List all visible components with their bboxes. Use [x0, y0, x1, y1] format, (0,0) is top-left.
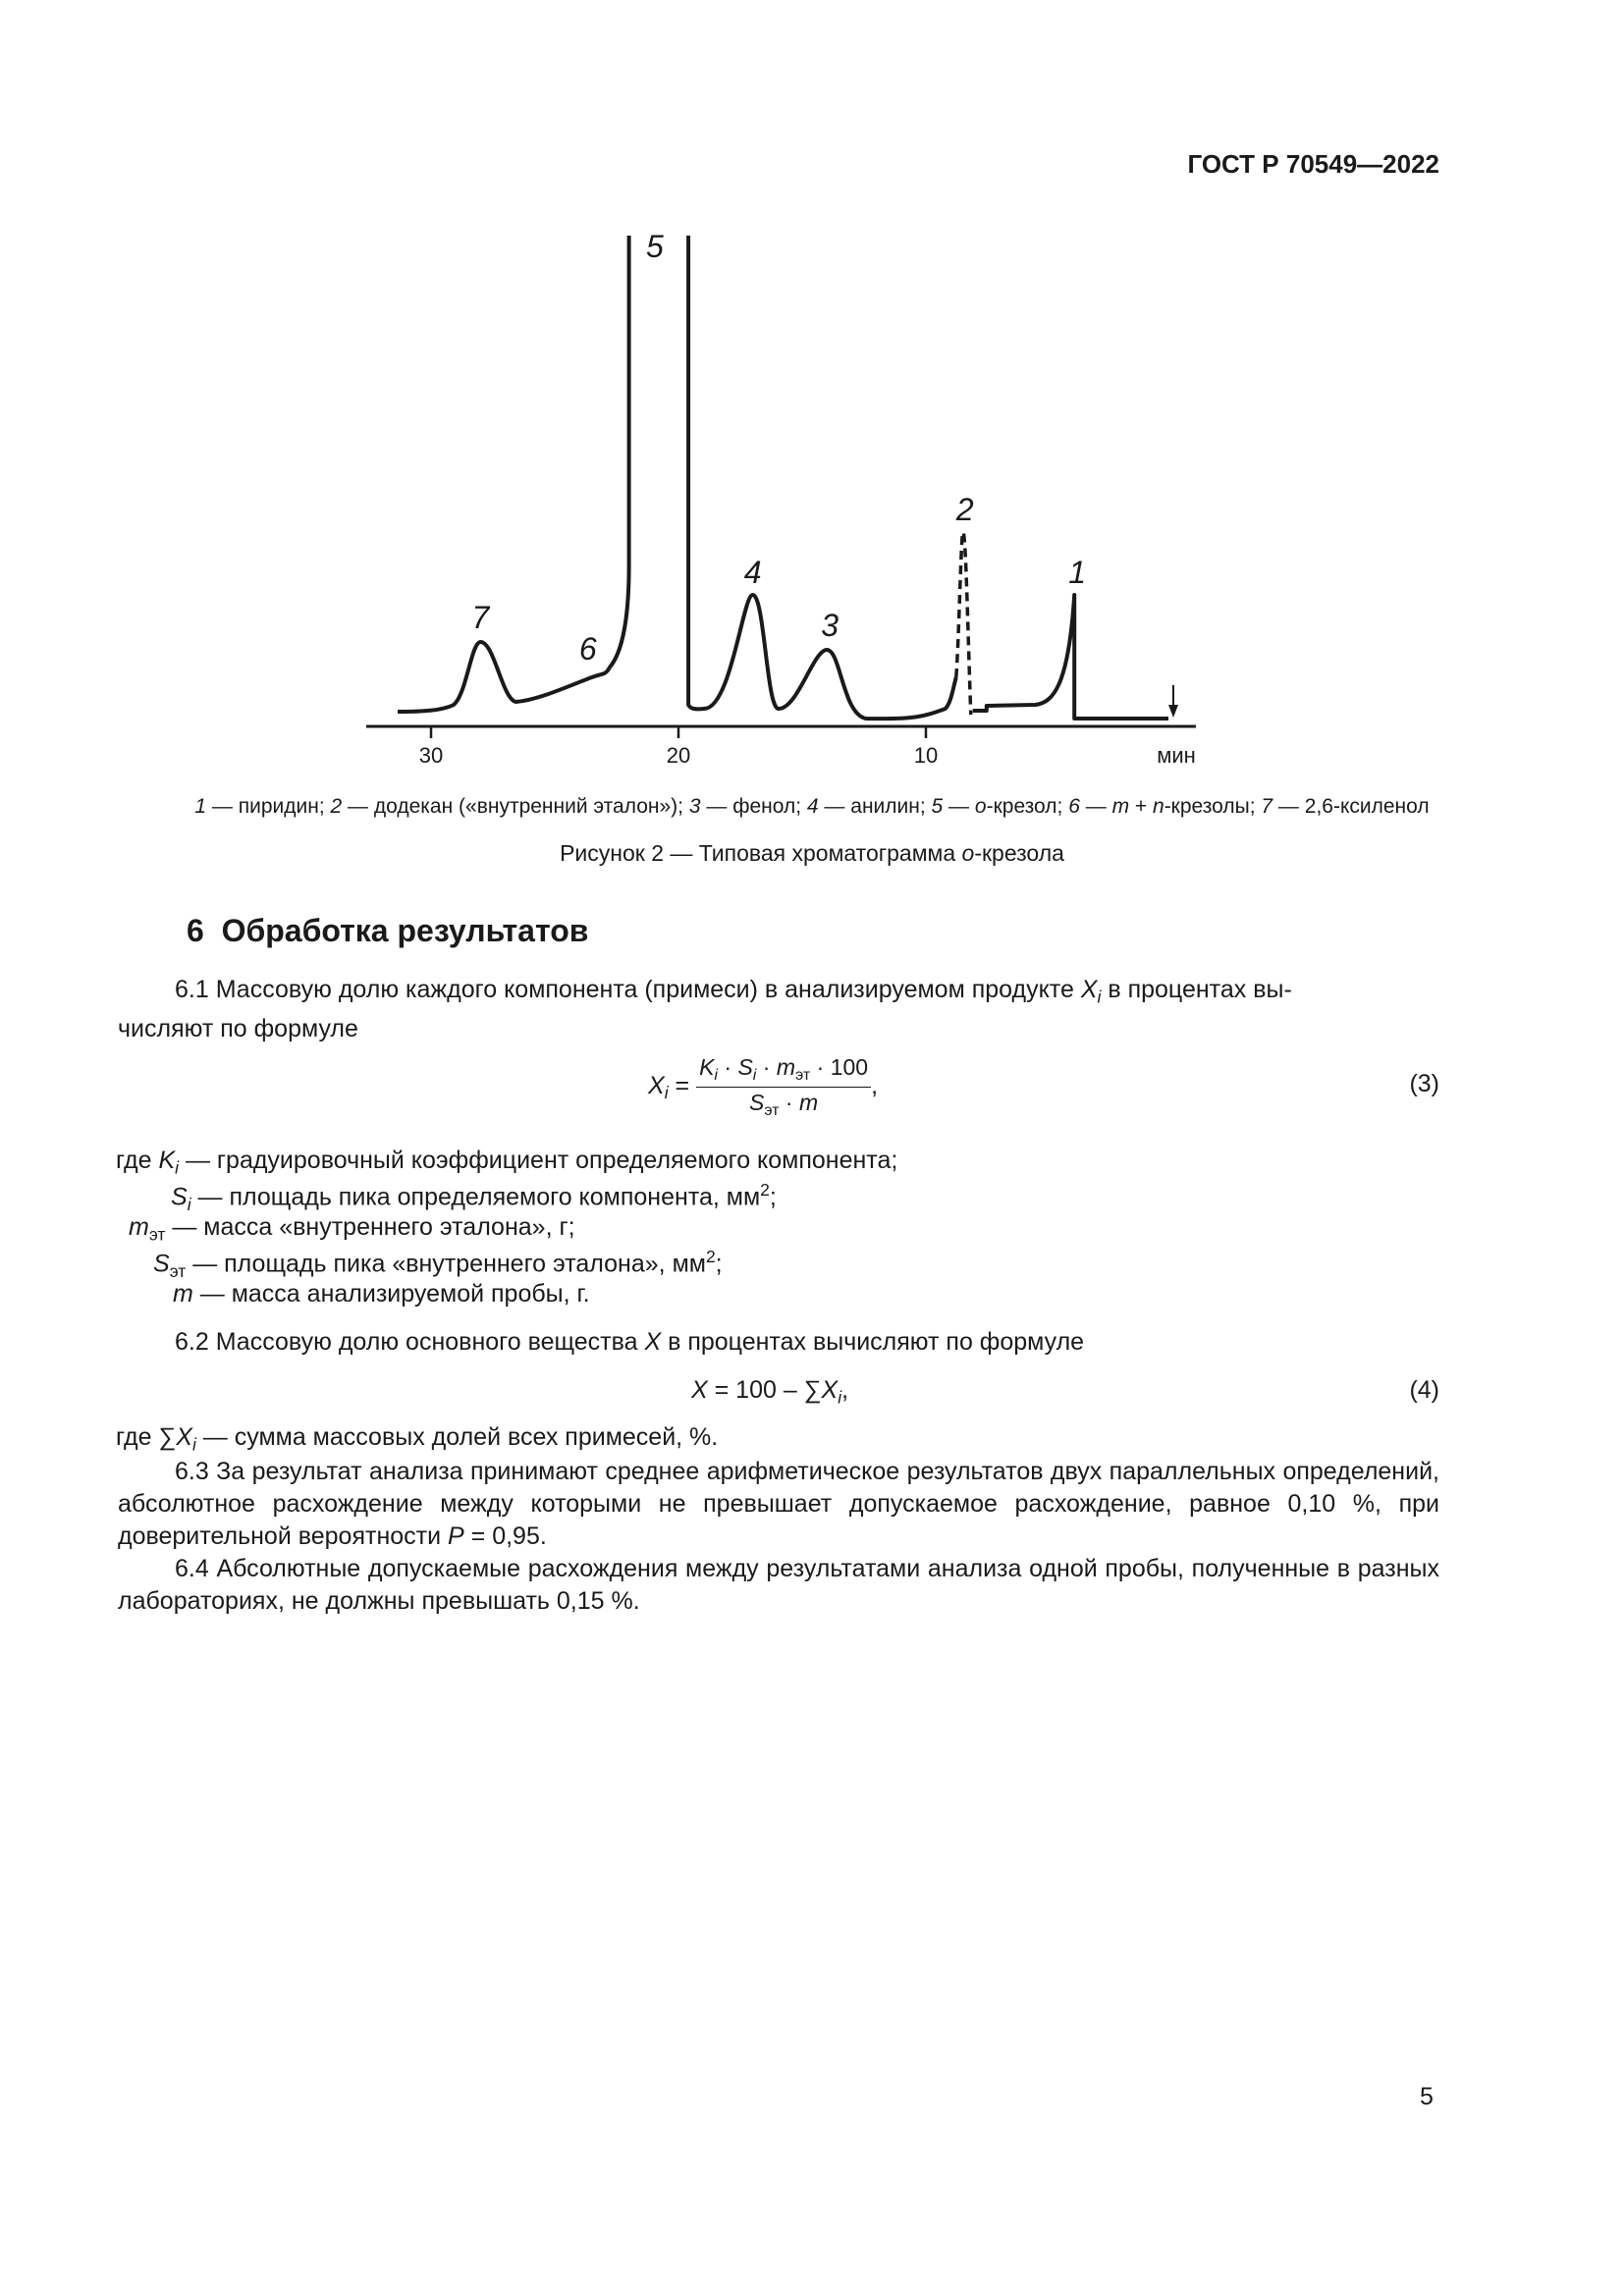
- where-row: [173, 1280, 1547, 1314]
- eq4-sub: i: [838, 1387, 842, 1408]
- peak-label: 4: [743, 555, 762, 590]
- where-sym: K: [158, 1147, 176, 1174]
- caption-text: Рисунок 2 — Типовая хроматограмма: [560, 840, 962, 866]
- eq3-den-S-sub: эт: [764, 1100, 780, 1119]
- eq3-m: m: [776, 1054, 795, 1080]
- standard-id: ГОСТ Р 70549—2022: [1187, 149, 1439, 179]
- where-desc: — градуировочный коэффициент определяемого компонента;: [179, 1147, 898, 1174]
- eq3-fraction: $\frac{K_i \cdot S_i \cdot m_{эт} \cdot 100}{S_{эт} \cdot m}$: [696, 1054, 871, 1120]
- p62-text: 6.2 Массовую долю основного вещества: [175, 1328, 645, 1356]
- p61-text: 6.1 Массовую долю каждого компонента (примеси) в анализируемом продукте: [175, 976, 1081, 1003]
- eq4-end: ,: [841, 1376, 849, 1404]
- where-sum: [116, 1423, 718, 1455]
- where-desc: — площадь пика определяемого компонента, мм: [190, 1183, 761, 1211]
- figure-legend: [98, 795, 1526, 819]
- caption-italic: о: [961, 840, 975, 866]
- legend-item: 3 — фенол;: [688, 795, 807, 818]
- page-number: 5: [1420, 2083, 1434, 2110]
- legend-item: 5 — о-крезол;: [931, 795, 1069, 818]
- legend-number: 1: [194, 795, 207, 818]
- eq4-var: X: [821, 1376, 839, 1404]
- eq3-den-m: m: [799, 1089, 819, 1115]
- p62-var: X: [644, 1328, 662, 1356]
- p61-text-b: в процентах вы-: [1101, 976, 1292, 1003]
- where-desc: — масса анализируемой пробы, г.: [192, 1280, 590, 1308]
- paragraph-6-1: [118, 974, 1439, 1045]
- peak-label: 2: [955, 492, 974, 527]
- p63-var: P: [448, 1522, 464, 1550]
- legend-item: 7 — 2,6-ксиленол: [1261, 795, 1430, 818]
- p61-sub: i: [1097, 987, 1102, 1007]
- paragraph-6-2: [175, 1326, 1439, 1359]
- where-sym: S: [171, 1183, 188, 1211]
- x-tick-label: 10: [913, 743, 939, 768]
- paragraph-6-4: 6.4 Абсолютные допускаемые расхождения между результатами анализа одной пробы, полученные в разных лабораториях, не должны превышать 0,15 %.: [118, 1555, 1439, 1615]
- paragraph-6-3: [118, 1456, 1439, 1553]
- trace-segment-end: [973, 595, 1168, 719]
- eq3-lhs-sub: i: [664, 1083, 669, 1103]
- eq3-den-S: S: [748, 1089, 765, 1115]
- equation-4-number: (4): [1409, 1376, 1439, 1404]
- peak-label: 3: [821, 608, 839, 643]
- legend-item: 6 — m + n-крезолы;: [1068, 795, 1262, 818]
- where-sup: 2: [760, 1180, 770, 1200]
- where-end: ;: [769, 1183, 777, 1211]
- peak-label: 5: [645, 229, 664, 264]
- peak-label: 7: [471, 600, 490, 635]
- legend-item: 1 — пиридин;: [194, 795, 331, 818]
- where-row: [153, 1247, 1528, 1281]
- where-word: где: [116, 1147, 152, 1174]
- caption-text-end: -крезола: [974, 840, 1064, 866]
- where-desc: — площадь пика «внутреннего эталона», мм: [186, 1250, 706, 1278]
- peak-label: 6: [578, 631, 597, 667]
- where-desc: — масса «внутреннего эталона», г;: [165, 1213, 575, 1241]
- where-row: [129, 1213, 1503, 1248]
- legend-item: 4 — анилин;: [806, 795, 932, 818]
- equation-3: $X_i$ = $\frac{K_i \cdot S_i \cdot m_{эт} \cdot 100}{S_{эт} \cdot m}$ ,: [648, 1054, 879, 1119]
- chromatogram-trace: [398, 236, 1168, 719]
- legend-number: 6: [1068, 795, 1080, 818]
- legend-number: 4: [806, 795, 819, 818]
- eq3-lhs: X: [648, 1071, 665, 1099]
- where-sub: i: [175, 1157, 180, 1178]
- x-tick-label: 20: [666, 743, 691, 768]
- where-sum-lead: где ∑: [116, 1423, 177, 1451]
- where-sym: m: [173, 1280, 193, 1308]
- legend-item: 2 — додекан («внутренний эталон»);: [330, 795, 689, 818]
- peak-label: 1: [1068, 555, 1087, 590]
- section-title: Обработка результатов: [221, 913, 589, 948]
- where-block: [0, 1147, 1624, 1343]
- x-tick-label: 30: [418, 743, 444, 768]
- p63-text: 6.3 За результат анализа принимают среднее арифметическое результатов двух параллельных определений, абсолютное расхождение между которыми не превышает допускаемое расхождение, равное 0,10 %, при доверительной вероятности: [118, 1458, 1439, 1550]
- peak-labels: [472, 229, 1087, 667]
- legend-number: 5: [931, 795, 944, 818]
- eq3-S-sub: i: [752, 1065, 757, 1084]
- where-sub: эт: [169, 1260, 187, 1281]
- where-sym: m: [129, 1213, 149, 1241]
- eq4-lhs: X: [691, 1376, 708, 1404]
- eq3-100: 100: [830, 1054, 869, 1080]
- figure-caption: [0, 840, 1624, 867]
- eq3-K-sub: i: [714, 1065, 718, 1084]
- equation-4: [691, 1376, 848, 1408]
- where-sum-var: X: [176, 1423, 192, 1451]
- p61-var: X: [1080, 976, 1098, 1003]
- where-sup: 2: [705, 1247, 716, 1266]
- eq4-rhs: = 100 – ∑: [707, 1376, 822, 1404]
- where-sym: S: [153, 1250, 170, 1278]
- where-row: [171, 1180, 1545, 1214]
- p63-text-b: = 0,95.: [463, 1522, 547, 1550]
- peak-2-dashed: [956, 532, 971, 715]
- legend-number: 7: [1261, 795, 1273, 818]
- injection-arrow-head: [1168, 705, 1178, 718]
- where-sum-desc: — сумма массовых долей всех примесей, %.: [195, 1423, 719, 1451]
- where-sum-sub: i: [191, 1434, 196, 1455]
- x-axis: [366, 685, 1196, 768]
- eq3-m-sub: эт: [795, 1065, 811, 1084]
- eq3-K: K: [699, 1054, 715, 1080]
- chromatogram: [0, 0, 1624, 785]
- x-axis-label: мин: [1157, 743, 1196, 768]
- p62-text-b: в процентах вычисляют по формуле: [661, 1328, 1085, 1356]
- legend-number: 2: [330, 795, 343, 818]
- section-heading: [187, 913, 588, 949]
- section-number: 6: [187, 913, 204, 948]
- equation-3-number: (3): [1409, 1070, 1439, 1097]
- where-sub: эт: [148, 1224, 166, 1245]
- where-row: [116, 1147, 1490, 1181]
- p61-text-c: числяют по формуле: [118, 1015, 358, 1043]
- legend-number: 3: [688, 795, 701, 818]
- where-end: ;: [715, 1250, 723, 1278]
- eq3-S: S: [737, 1054, 753, 1080]
- trace-segment-right: [688, 236, 956, 719]
- where-sub: i: [187, 1194, 191, 1214]
